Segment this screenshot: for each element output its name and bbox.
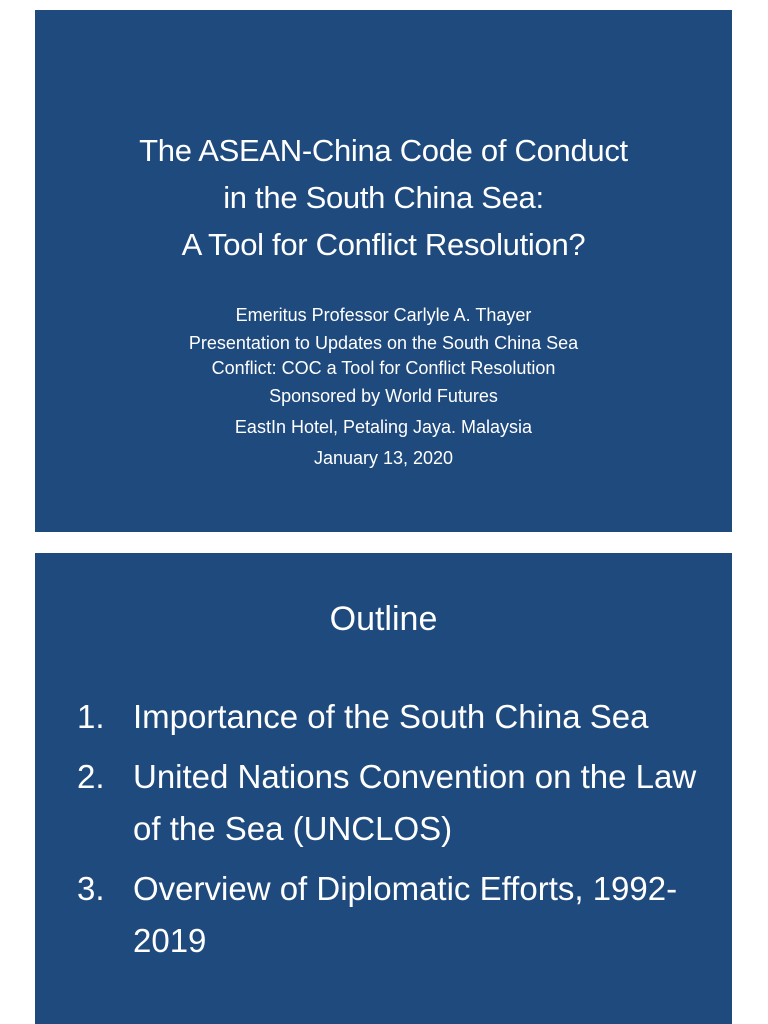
list-item-number: 1. (77, 698, 105, 735)
list-item-number: 2. (77, 758, 105, 795)
list-item (77, 751, 712, 855)
list-item (77, 691, 712, 743)
presentation-line-1: Presentation to Updates on the South China Sea (188, 333, 579, 353)
outline-list (77, 691, 712, 975)
date-line: January 13, 2020 (313, 448, 454, 468)
presentation-description (35, 331, 732, 381)
title-line-1: The ASEAN-China Code of Conduct (139, 133, 628, 168)
list-item-text: United Nations Convention on the Law of the Sea (UNCLOS) (133, 758, 697, 847)
venue-line: EastIn Hotel, Petaling Jaya. Malaysia (234, 417, 533, 437)
presentation-title (35, 127, 732, 268)
presentation-line-2: Conflict: COC a Tool for Conflict Resolution (211, 358, 556, 378)
list-item (77, 863, 712, 967)
title-line-3: A Tool for Conflict Resolution? (181, 227, 586, 262)
outline-heading: Outline (329, 600, 438, 638)
list-item-number: 3. (77, 870, 105, 907)
outline-slide (35, 553, 732, 1024)
sponsor-line: Sponsored by World Futures (269, 386, 498, 406)
list-item-text: Importance of the South China Sea (133, 698, 649, 735)
author-line: Emeritus Professor Carlyle A. Thayer (235, 305, 532, 325)
title-line-2: in the South China Sea: (223, 180, 544, 215)
list-item-text: Overview of Diplomatic Efforts, 1992-2019 (133, 870, 678, 959)
title-slide (35, 10, 732, 532)
presentation-details (35, 300, 732, 474)
